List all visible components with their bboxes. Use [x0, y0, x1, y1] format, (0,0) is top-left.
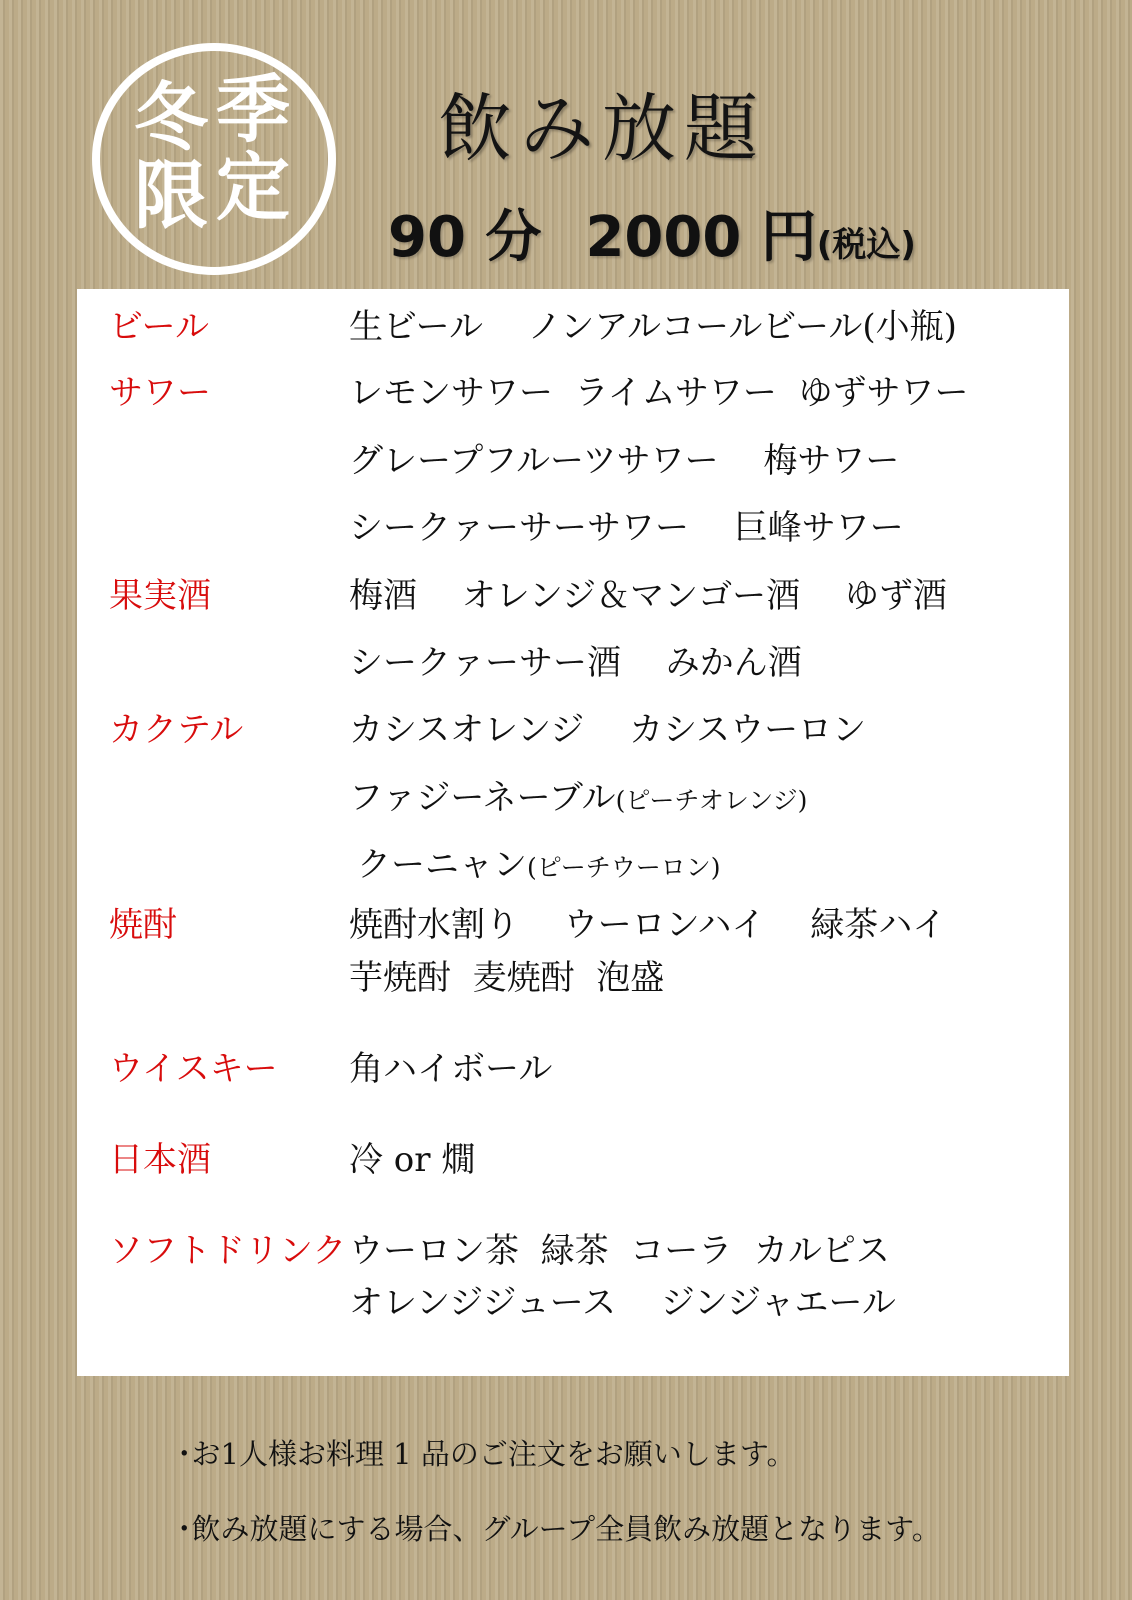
- menu-line: シークァーサー酒 みかん酒: [349, 643, 802, 683]
- category-shochu: 焼酎: [109, 905, 177, 945]
- menu-line: オレンジジュース ジンジャエール: [349, 1283, 896, 1323]
- menu-line: [357, 837, 721, 886]
- cocktail-name: ファジーネーブル: [349, 778, 616, 818]
- stamp-char: 定: [216, 145, 290, 231]
- category-soft-drink: ソフトドリンク: [109, 1231, 347, 1271]
- menu-line: シークァーサーサワー 巨峰サワー: [349, 508, 904, 548]
- category-cocktail: カクテル: [109, 710, 244, 750]
- menu-line: 焼酎水割り ウーロンハイ 緑茶ハイ: [349, 905, 947, 945]
- note-order-requirement: ･お1人様お料理 1 品のご注文をお願いします。: [177, 1437, 796, 1471]
- winter-limited-stamp: [92, 43, 336, 275]
- category-sake: 日本酒: [109, 1140, 211, 1180]
- menu-line: [349, 770, 807, 819]
- menu-line: グレープフルーツサワー 梅サワー: [349, 441, 900, 481]
- duration: 90 分: [388, 205, 542, 270]
- menu-line: 冷 or 燗: [349, 1140, 476, 1180]
- cocktail-name: クーニャン: [357, 845, 527, 885]
- category-sour: サワー: [109, 373, 211, 413]
- cocktail-note: (ピーチウーロン): [527, 853, 721, 882]
- note-group-rule: ･飲み放題にする場合、グループ全員飲み放題となります。: [177, 1512, 941, 1546]
- price-line: [388, 193, 916, 273]
- category-fruit-liquor: 果実酒: [109, 576, 211, 616]
- menu-line: 芋焼酎 麦焼酎 泡盛: [349, 958, 665, 998]
- menu-line: レモンサワー ライムサワー ゆずサワー: [349, 373, 969, 413]
- category-beer: ビール: [109, 307, 209, 347]
- page-title: 飲み放題: [438, 86, 766, 172]
- category-whisky: ウイスキー: [109, 1049, 278, 1089]
- stamp-char: 冬: [134, 75, 208, 161]
- tax-note: (税込): [816, 225, 916, 265]
- menu-line: 角ハイボール: [349, 1049, 553, 1089]
- menu-panel: [77, 289, 1069, 1376]
- menu-line: カシスオレンジ カシスウーロン: [349, 710, 867, 750]
- menu-line: 生ビール ノンアルコールビール(小瓶): [349, 307, 957, 347]
- stamp-char: 限: [134, 153, 208, 239]
- cocktail-note: (ピーチオレンジ): [615, 786, 808, 815]
- menu-line: 梅酒 オレンジ＆マンゴー酒 ゆず酒: [349, 576, 947, 616]
- menu-line: ウーロン茶 緑茶 コーラ カルピス: [349, 1231, 890, 1271]
- stamp-char: 季: [216, 67, 290, 153]
- price-amount: 2000 円: [585, 205, 817, 270]
